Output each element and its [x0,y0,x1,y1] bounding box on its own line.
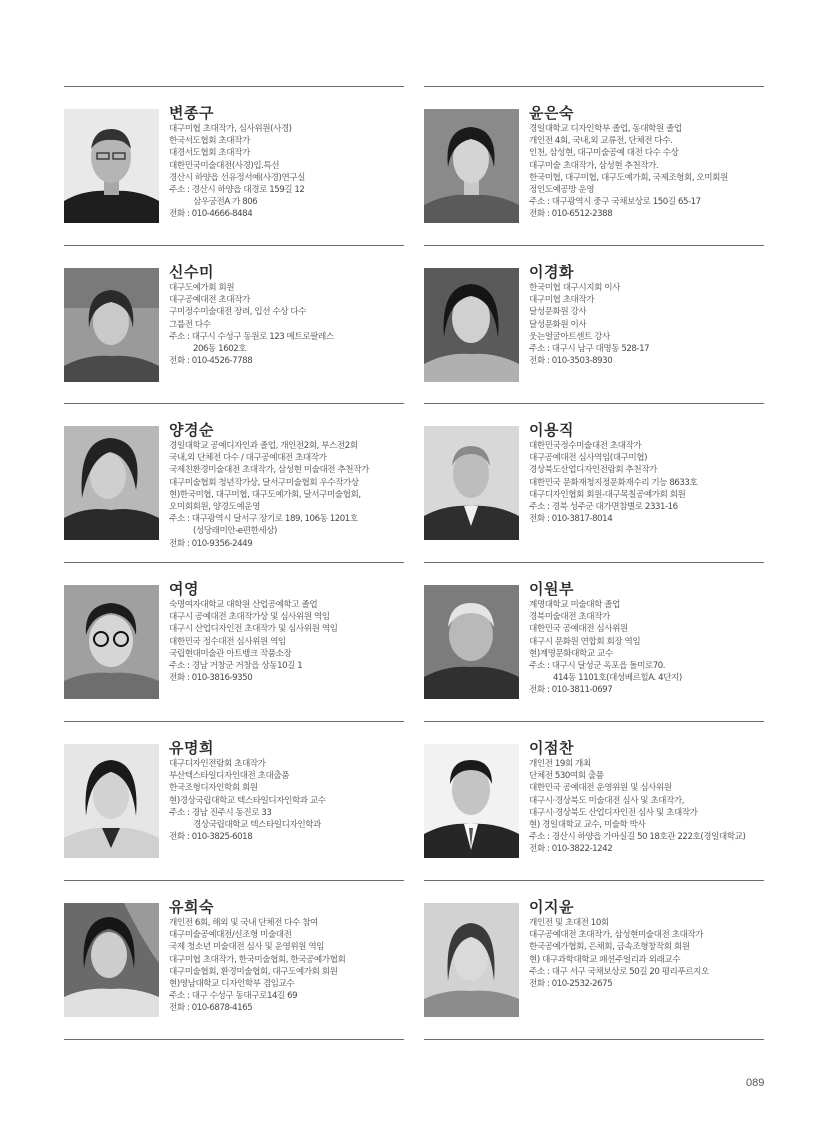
detail-line: 인천, 삼성현, 대구미술공예 대전 다수 수상 [529,148,679,159]
phone-line: 전화 : 010-4666-8484 [169,209,253,220]
address-line: (성당래미안-e편한세상) [193,526,277,537]
artist-photo [424,426,519,540]
divider-line [64,1039,404,1040]
artist-entry [64,721,404,871]
artist-photo [64,268,159,382]
detail-line: 경일대학교 디자인학부 졸업, 동대학원 졸업 [529,124,682,134]
detail-line: 국제 청소년 미술대전 심사 및 운영위원 역임 [169,942,325,953]
artist-name: 신수미 [169,263,214,281]
artist-entry [64,880,404,1030]
artist-name: 이경화 [529,263,574,281]
detail-line: 대구시 문화원 연합회 회장 역임 [529,636,641,647]
detail-line: 대구공예대전 초대작가, 삼성현미술대전 초대작가 [529,930,704,941]
phone-line: 전화 : 010-3822-1242 [529,844,613,855]
detail-line: 개인전 6회, 해외 및 국내 단체전 다수 참여 [169,918,318,928]
detail-line: 대한민국미술대전(사경)입.특선 [169,160,280,171]
detail-line: 구미정수미술대전 장려, 입선 수상 다수 [169,307,307,318]
artist-details [529,917,769,990]
detail-line: 대구미협 초대작가 [529,295,595,306]
artist-details [169,917,409,1015]
detail-line: 대한민국 문화재청지정문화재수리 기능 8633호 [529,477,698,488]
address-line: 주소 : 대구광역시 중구 국채보상로 150길 65-17 [529,197,701,208]
detail-line: 대구디자인전람회 초대작가 [169,759,266,769]
detail-line: 대한민국 공예대전 운영위원 및 심사위원 [529,783,672,794]
detail-line: 계명대학교 미술대학 졸업 [529,600,620,610]
artist-details [529,282,769,367]
address-line: 삼우궁전A 가 806 [193,197,258,208]
phone-line: 전화 : 010-2532-2675 [529,979,613,990]
detail-line: 현)영남대학교 디자인학부 겸임교수 [169,979,295,990]
phone-line: 전화 : 010-9356-2449 [169,538,253,549]
artist-name: 이지윤 [529,898,574,916]
detail-line: 달성문화원 강사 [529,307,587,318]
address-line: 206동 1602호 [193,344,247,355]
detail-line: 부산텍스타일디자인대전 초대출품 [169,771,290,782]
detail-line: 대구도예가회 회원 [169,283,235,293]
phone-line: 전화 : 010-4526-7788 [169,356,253,367]
artist-name: 변종구 [169,104,214,122]
detail-line: 경일대학교 공예디자인과 졸업, 개인전2회, 부스전2회 [169,441,358,451]
address-line: 주소 : 경북 성주군 대가면참별로 2331-16 [529,502,678,513]
detail-line: 대구시 산업디자인전 초대작가 및 심사위원 역임 [169,624,338,635]
artist-name: 이점찬 [529,739,574,757]
artist-entry [424,245,764,395]
detail-line: 대구미술 초대작가, 삼성현 추천작가. [529,160,659,171]
artist-photo [424,744,519,858]
artist-entry [64,562,404,712]
detail-line: 대구시·경상북도 산업디자인전 심사 및 초대작가 [529,807,698,818]
artist-photo [424,903,519,1017]
artist-entry [64,86,404,236]
artist-entry [424,721,764,871]
detail-line: 한국조형디자인학회 회원 [169,783,258,794]
detail-line: 경산시 하양읍 선유정서예(사경)연구실 [169,172,305,183]
detail-line: 경상북도산업디자인전람회 추천작가 [529,465,657,476]
phone-line: 전화 : 010-3817-8014 [529,514,613,525]
artist-name: 윤은숙 [529,104,574,122]
phone-line: 전화 : 010-3816-9350 [169,673,253,684]
address-line: 주소 : 경산시 하양읍 가마실길 50 18호관 222호(경일대학교) [529,832,746,843]
address-line: 주소 : 경남 진주시 동진로 33 [169,807,272,818]
detail-line: 대한민국 공예대전 심사위원 [529,624,628,635]
phone-line: 전화 : 010-6512-2388 [529,209,613,220]
artist-name: 이용직 [529,421,574,439]
detail-line: 오미회회원, 양경도예운영 [169,502,260,513]
detail-line: 대경서도협회 초대작가 [169,148,250,159]
artist-photo [64,426,159,540]
detail-line: 대한민국정수미술대전 초대작가 [529,441,642,451]
detail-line: 현)한국미협, 대구미협, 대구도예가회, 달서구미술협회, [169,489,361,500]
artist-entry [424,403,764,553]
artist-details [169,123,409,221]
artist-entry [424,880,764,1030]
detail-line: 국제친환경미술대전 초대작가, 삼성현 미술대전 추천작가 [169,465,369,476]
artist-name: 유희숙 [169,898,214,916]
artist-details [169,599,409,684]
address-line: 주소 : 대구시 달성군 옥포읍 돌미로70. [529,661,666,672]
address-line: 주소 : 대구 수성구 동대구로14길 69 [169,991,298,1002]
detail-line: 현) 경일대학교 교수, 미술학 박사 [529,820,646,831]
detail-line: 대구미협 초대작가, 심사위원(사경) [169,124,292,134]
artist-photo [64,585,159,699]
artist-details [529,599,769,697]
detail-line: 국립현대미술관 아트뱅크 작품소장 [169,648,292,659]
detail-line: 대구시 공예대전 초대작가상 및 심사위원 역임 [169,612,330,623]
divider-line [424,1039,764,1040]
artist-entry [64,245,404,395]
detail-line: 대구공예대전 심사역임(대구미협) [529,453,648,464]
artist-name: 이원부 [529,580,574,598]
artist-details [169,758,409,843]
artist-entry [64,403,404,553]
detail-line: 대구시·경상북도 미술대전 심사 및 초대작가, [529,795,685,806]
detail-line: 그룹전 다수 [169,319,211,330]
address-line: 경상국립대학교 텍스타일디자인학과 [193,820,321,831]
artist-photo [64,109,159,223]
detail-line: 대구미술협회 청년작가상, 달서구미술협회 우수작가상 [169,477,359,488]
detail-line: 한국서도협회 초대작가 [169,136,250,147]
address-line: 주소 : 대구 서구 국채보상로 50길 20 평리푸르지오 [529,966,709,977]
detail-line: 달성문화원 이사 [529,319,587,330]
detail-line: 경북미술대전 초대작가 [529,612,610,623]
detail-line: 현)경상국립대학교 텍스타일디자인학과 교수 [169,795,326,806]
artist-photo [424,585,519,699]
detail-line: 단체전 530여회 출품 [529,771,604,782]
detail-line: 웃는얼굴아트센트 강사 [529,331,610,342]
phone-line: 전화 : 010-3811-0697 [529,685,613,696]
artist-details [529,440,769,525]
phone-line: 전화 : 010-3825-6018 [169,832,253,843]
artist-details [169,440,409,550]
detail-line: 개인전 19회 개최 [529,759,591,769]
detail-line: 개인전 및 초대전 10회 [529,918,609,928]
detail-line: 개인전 4회, 국내,외 교류전, 단체전 다수. [529,136,673,147]
detail-line: 대한민국 정수대전 심사위원 역임 [169,636,286,647]
detail-line: 정인도예공방 운영 [529,185,595,196]
address-line: 주소 : 대구시 수성구 동원로 123 메트로팔레스 [169,331,334,342]
artist-photo [424,268,519,382]
detail-line: 국내,외 단체전 다수 / 대구공예대전 초대작가 [169,453,327,464]
artist-details [169,282,409,367]
address-line: 주소 : 경남 거창군 거창읍 상동10길 1 [169,661,303,672]
artist-entry [424,86,764,236]
artist-name: 유명희 [169,739,214,757]
detail-line: 대구미술공예대전/신조형 미술대전 [169,930,292,941]
artist-details [529,123,769,221]
artist-details [529,758,769,856]
detail-line: 한국공예가협회, 은채회, 금속조형창작회 회원 [529,942,690,953]
page-number: 089 [746,1077,765,1089]
detail-line: 대구디자인협회 회원-대구목칠공예가회 회원 [529,489,686,500]
artist-entry [424,562,764,712]
detail-line: 대구공예대전 초대작가 [169,295,250,306]
artist-name: 양경순 [169,421,214,439]
detail-line: 숙명여자대학교 대학원 산업공예학고 졸업 [169,600,318,610]
address-line: 주소 : 대구광역시 달서구 장기로 189, 106동 1201호 [169,514,358,525]
detail-line: 현) 대구과학대학교 패션주얼리과 외래교수 [529,954,681,965]
artist-photo [64,744,159,858]
phone-line: 전화 : 010-6878-4165 [169,1003,253,1014]
artist-name: 여영 [169,580,199,598]
detail-line: 현)계명문화대학교 교수 [529,648,613,659]
address-line: 414동 1101호(대성베르힐A. 4단지) [553,673,682,684]
artist-photo [424,109,519,223]
detail-line: 대구미협 초대작가, 한국미술협회, 한국공예가협회 [169,954,346,965]
artist-photo [64,903,159,1017]
detail-line: 한국미협 대구시지회 이사 [529,283,620,293]
detail-line: 대구미술협회, 환경미술협회, 대구도예가회 회원 [169,966,338,977]
phone-line: 전화 : 010-3503-8930 [529,356,613,367]
detail-line: 한국미협, 대구미협, 대구도예가회, 국제조형회, 오미회원 [529,172,728,183]
address-line: 주소 : 경산시 하양읍 대경로 159길 12 [169,185,305,196]
address-line: 주소 : 대구시 남구 대명동 528-17 [529,344,650,355]
